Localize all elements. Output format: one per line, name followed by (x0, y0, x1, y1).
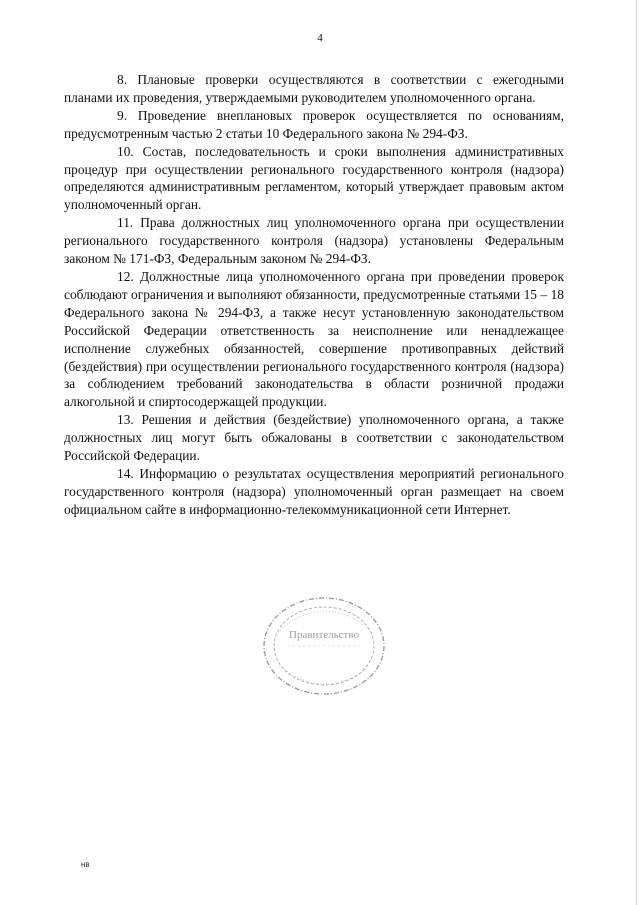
paragraph-11: 11. Права должностных лиц уполномоченного органа при осуществлении регионального государственного контроля (надзора) установлены Федеральным законом № 171-ФЗ, Федеральным законом № 294-ФЗ. (64, 215, 564, 267)
paragraph-10: 10. Состав, последовательность и сроки выполнения административных процедур при осуществлении регионального государственного контроля (надзора) определяются административным регламентом, который утверждает правовым актом уполномоченный орган. (64, 143, 564, 213)
seal-text: Правительство (289, 629, 359, 641)
document-body (64, 71, 564, 519)
footer-initials: нв (81, 860, 90, 869)
paragraph-8: 8. Плановые проверки осуществляются в соответствии с ежегодными планами их проведения, утверждаемыми руководителем уполномоченного органа. (64, 72, 564, 105)
paragraph-9: 9. Проведение внеплановых проверок осуществляется по основаниям, предусмотренным частью 2 статьи 10 Федерального закона № 294-ФЗ. (64, 107, 564, 141)
official-seal-stamp (258, 586, 394, 702)
paragraph-14: 14. Информацию о результатах осуществления мероприятий регионального государственного контроля (надзора) уполномоченный орган размещает на своем официальном сайте в информационно-телекоммуникационной сети Интернет. (64, 465, 564, 517)
paragraph-12: 12. Должностные лица уполномоченного органа при проведении проверок соблюдают ограничения и выполняют обязанности, предусмотренные статьями 15 – 18 Федерального закона № 294-ФЗ, а также несут установленную законодательством Российской Федерации ответственность за неисполнение или ненадлежащее исполнение служебных обязанностей, совершение противоправных действий (бездействия) при осуществлении регионального государственного контроля (надзора) за соблюдением требований законодательства в области розничной продажи алкогольной и спиртосодержащей продукции. (64, 268, 564, 410)
page-edge-line (636, 0, 637, 905)
paragraph-13: 13. Решения и действия (бездействие) уполномоченного органа, а также должностных лиц могут быть обжалованы в соответствии с законодательством Российской Федерации. (64, 412, 564, 464)
page-number: 4 (317, 32, 323, 44)
